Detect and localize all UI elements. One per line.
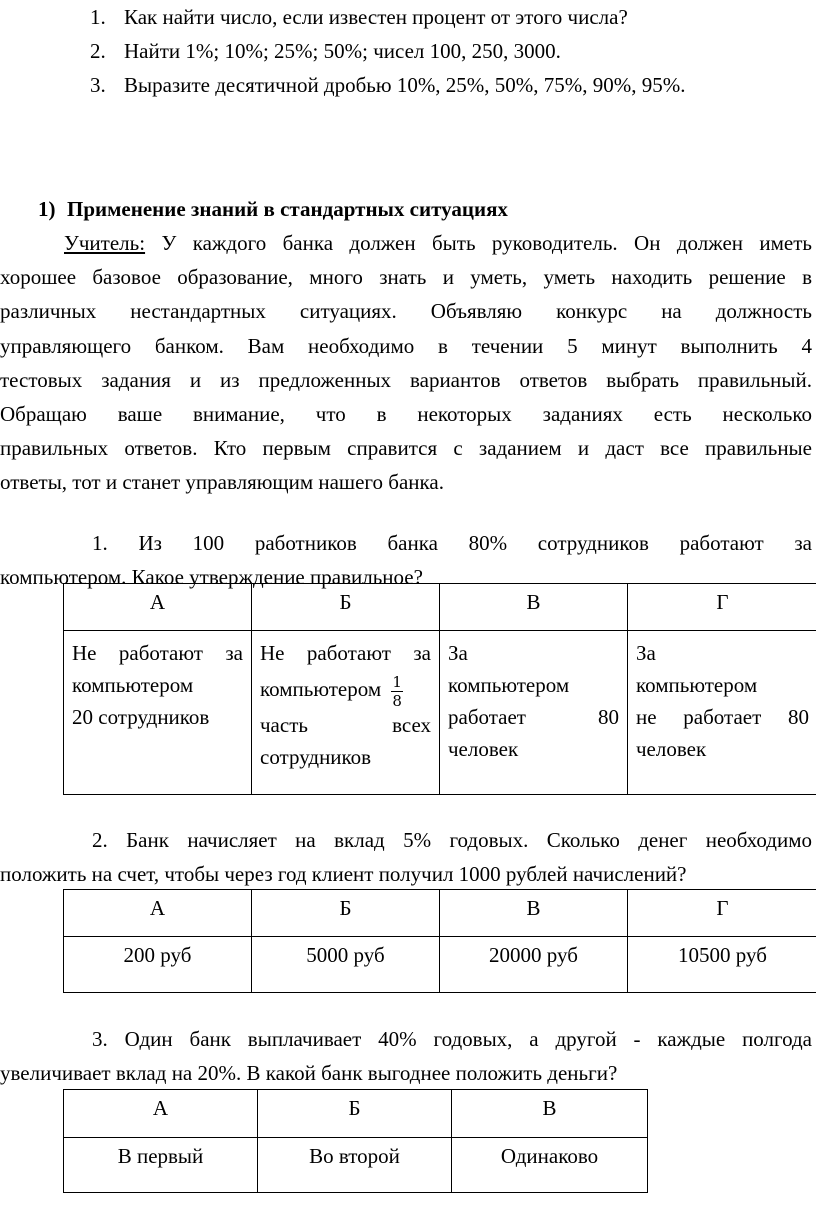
task-1-answer-c-line-4: человек: [448, 737, 519, 761]
task-1-header-b: Б: [252, 584, 440, 631]
task-1-answer-c-line-2: компьютером: [448, 673, 570, 697]
task-1-answer-d[interactable]: [628, 631, 816, 795]
teacher-line-5: тестовых задания и из предложенных вариантов ответов выбрать правильный.: [0, 368, 812, 392]
task-1-answer-d-line-2: компьютером: [636, 673, 758, 697]
task-1-answer-c[interactable]: [440, 631, 628, 795]
task-1-answer-b-line-2: [260, 669, 431, 709]
section-title: Применение знаний в стандартных ситуациях: [67, 197, 508, 221]
question-3: [90, 73, 686, 98]
task-1-header-c: В: [440, 584, 628, 631]
teacher-line-2: хорошее базовое образование, много знать и уметь, уметь находить решение в: [0, 265, 812, 289]
task-1-answer-a-line-1: Не работают за: [72, 641, 243, 665]
task-1-text: Из 100 работников банка 80% сотрудников работают за: [138, 531, 812, 555]
teacher-line-1-text: У каждого банка должен быть руководитель. Он должен иметь: [161, 231, 812, 255]
teacher-line-8: ответы, тот и станет управляющим нашего банка.: [0, 470, 444, 494]
fraction-numerator: 1: [392, 672, 402, 691]
task-3-answer-b[interactable]: Во второй: [258, 1138, 452, 1193]
fraction: [391, 673, 403, 710]
teacher-line-1: [64, 231, 812, 256]
task-1-answer-c-line-1: За: [448, 641, 468, 665]
task-3-text: Один банк выплачивает 40% годовых, а другой - каждые полгода: [124, 1027, 812, 1051]
task-1-line-1: [92, 531, 812, 556]
task-2-header-d: Г: [628, 890, 816, 937]
task-1-line-2: компьютером. Какое утверждение правильное?: [0, 565, 423, 589]
task-1-answer-d-line-4: человек: [636, 737, 707, 761]
task-1-answer-a-line-2: компьютером: [72, 673, 194, 697]
task-3-answer-c[interactable]: Одинаково: [452, 1138, 648, 1193]
teacher-label: Учитель:: [64, 231, 146, 255]
task-1-number: 1.: [92, 531, 108, 555]
question-1-text: Как найти число, если известен процент от этого числа?: [124, 5, 628, 29]
task-1-answer-a-line-3: 20 сотрудников: [72, 705, 210, 729]
teacher-line-3: различных нестандартных ситуациях. Объявляю конкурс на должность: [0, 299, 812, 323]
task-1-answer-b-word: компьютером: [260, 677, 382, 701]
task-3-answer-row: [64, 1138, 648, 1193]
task-3-header-b: Б: [258, 1090, 452, 1138]
task-3-table: [63, 1089, 648, 1193]
task-2-line-2: положить на счет, чтобы через год клиент получил 1000 рублей начислений?: [0, 862, 687, 886]
task-2-table: [63, 889, 816, 993]
task-2-header-a: А: [64, 890, 252, 937]
question-1: [90, 5, 628, 30]
task-2-header-b: Б: [252, 890, 440, 937]
task-1-answer-b-line-3: часть всех: [260, 713, 431, 737]
task-1-answer-c-line-3: работает 80: [448, 705, 619, 729]
teacher-line-4: управляющего банком. Вам необходимо в течении 5 минут выполнить 4: [0, 334, 812, 358]
task-1-answer-d-line-3: не работает 80: [636, 705, 809, 729]
task-2-answer-a[interactable]: 200 руб: [64, 937, 252, 993]
section-heading: [38, 197, 508, 222]
task-3-header-row: [64, 1090, 648, 1138]
task-1-header-d: Г: [628, 584, 816, 631]
task-3-answer-a[interactable]: В первый: [64, 1138, 258, 1193]
task-1-answer-a[interactable]: [64, 631, 252, 795]
task-1-table: [63, 583, 816, 795]
task-1-answer-b[interactable]: [252, 631, 440, 795]
question-3-number: 3.: [90, 73, 106, 97]
teacher-line-7: правильных ответов. Кто первым справится с заданием и даст все правильные: [0, 436, 812, 460]
task-1-header-row: [64, 584, 816, 631]
task-1-answer-b-line-4: сотрудников: [260, 745, 372, 769]
task-2-answer-d[interactable]: 10500 руб: [628, 937, 816, 993]
task-2-answer-row: [64, 937, 816, 993]
task-2-line-1: [92, 828, 812, 853]
task-1-header-a: А: [64, 584, 252, 631]
task-1-answer-row: [64, 631, 816, 795]
question-2-number: 2.: [90, 39, 106, 63]
task-1-answer-b-line-1: Не работают за: [260, 641, 431, 665]
task-2-header-c: В: [440, 890, 628, 937]
question-3-text: Выразите десятичной дробью 10%, 25%, 50%, 75%, 90%, 95%.: [124, 73, 686, 97]
fraction-denominator: 8: [392, 691, 402, 710]
task-1-answer-d-line-1: За: [636, 641, 656, 665]
question-2-text: Найти 1%; 10%; 25%; 50%; чисел 100, 250, 3000.: [124, 39, 561, 63]
question-2: [90, 39, 561, 64]
task-2-number: 2.: [92, 828, 108, 852]
task-3-line-1: [92, 1027, 812, 1052]
task-3-number: 3.: [92, 1027, 108, 1051]
task-2-answer-c[interactable]: 20000 руб: [440, 937, 628, 993]
task-2-text: Банк начисляет на вклад 5% годовых. Сколько денег необходимо: [126, 828, 812, 852]
teacher-line-6: Обращаю ваше внимание, что в некоторых заданиях есть несколько: [0, 402, 812, 426]
task-3-header-a: А: [64, 1090, 258, 1138]
question-1-number: 1.: [90, 5, 106, 29]
task-2-answer-b[interactable]: 5000 руб: [252, 937, 440, 993]
task-3-line-2: увеличивает вклад на 20%. В какой банк выгоднее положить деньги?: [0, 1061, 618, 1085]
task-2-header-row: [64, 890, 816, 937]
task-3-header-c: В: [452, 1090, 648, 1138]
section-number: 1): [38, 197, 56, 221]
